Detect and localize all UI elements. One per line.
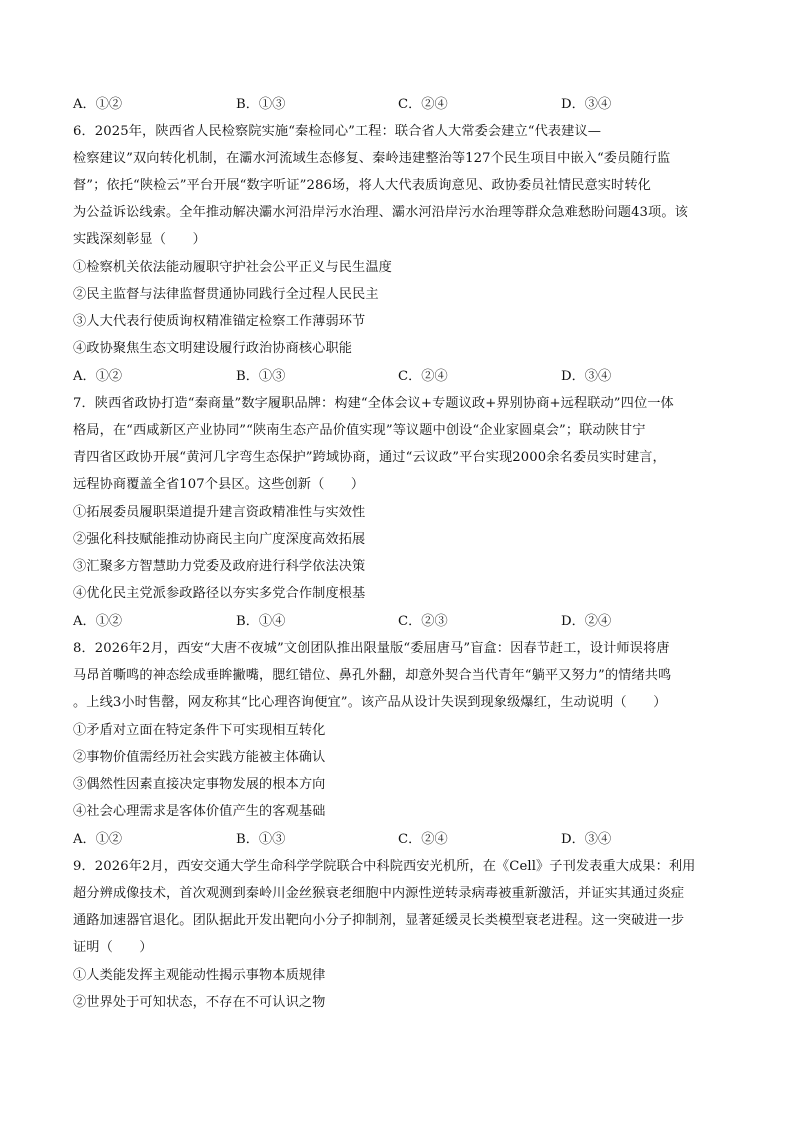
- q7-options: [73, 613, 733, 631]
- q9-stem-line: 超分辨成像技术，首次观测到秦岭川金丝猴衰老细胞中内源性逆转录病毒被重新激活，并证实其通过炎症: [73, 886, 685, 901]
- q9-statement-2: ②世界处于可知状态，不存在不可认识之物: [73, 995, 326, 1010]
- q5-option-d: D．③④: [561, 97, 612, 112]
- q6-stem-line: 实践深刻彰显（ ）: [73, 232, 206, 247]
- q8-stem-line: 8．2026年2月，西安“大唐不夜城”文创团队推出限量版“委屈唐马”盲盒：因春节赶工，设计师误将唐: [73, 641, 670, 656]
- q9-stem-line: 通路加速器官退化。团队据此开发出靶向小分子抑制剂，显著延缓灵长类模型衰老进程。这一突破进一步: [73, 913, 685, 928]
- q6-options: [73, 368, 733, 386]
- q6-stem-line: 为公益诉讼线索。全年推动解决灞水河沿岸污水治理、灞水河沿岸污水治理等群众急难愁盼问题43项。该: [73, 205, 688, 220]
- q6-option-b: B．①③: [236, 369, 286, 384]
- q8-option-b: B．①③: [236, 832, 286, 847]
- q6-stem-line: 督”；依托“陕检云”平台开展“数字听证”286场，将人大代表质询意见、政协委员社情民意实时转化: [73, 178, 651, 193]
- q7-statement-4: ④优化民主党派参政路径以夯实多党合作制度根基: [73, 586, 366, 601]
- q7-stem-line: 格局，在“西咸新区产业协同”“陕南生态产品价值实现”等议题中创设“企业家圆桌会”；联动陕甘宁: [73, 423, 646, 438]
- q9-stem-line: 9．2026年2月，西安交通大学生命科学学院联合中科院西安光机所，在《Cell》子刊发表重大成果：利用: [73, 859, 696, 874]
- q5-option-c: C．②④: [398, 97, 448, 112]
- q7-option-b: B．①④: [236, 614, 286, 629]
- q8-options: [73, 831, 733, 849]
- q6-statement-4: ④政协聚焦生态文明建设履行政治协商核心职能: [73, 341, 353, 356]
- q6-option-c: C．②④: [398, 369, 448, 384]
- q9-stem-line: 证明（ ）: [73, 940, 153, 955]
- q7-stem-line: 青四省区政协开展“黄河几字弯生态保护”跨域协商，通过“云议政”平台实现2000余名委员实时建言，: [73, 450, 666, 465]
- q8-option-a: A．①②: [73, 832, 123, 847]
- q9-statement-1: ①人类能发挥主观能动性揭示事物本质规律: [73, 968, 326, 983]
- q5-option-a: A．①②: [73, 97, 123, 112]
- q8-option-d: D．③④: [561, 832, 612, 847]
- q6-stem-line: 检察建议”双向转化机制，在灞水河流域生态修复、秦岭违建整治等127个民生项目中嵌入“委员随行监: [73, 151, 671, 166]
- q8-statement-2: ②事物价值需经历社会实践方能被主体确认: [73, 750, 326, 765]
- q7-option-c: C．②③: [398, 614, 448, 629]
- q6-stem-line: 6．2025年，陕西省人民检察院实施“秦检同心”工程：联合省人大常委会建立“代表建议—: [73, 124, 602, 139]
- q8-option-c: C．②④: [398, 832, 448, 847]
- q7-statement-3: ③汇聚多方智慧助力党委及政府进行科学依法决策: [73, 559, 366, 574]
- q7-statement-2: ②强化科技赋能推动协商民主向广度深度高效拓展: [73, 532, 366, 547]
- q6-statement-1: ①检察机关依法能动履职守护社会公平正义与民生温度: [73, 260, 392, 275]
- q6-statement-3: ③人大代表行使质询权精准锚定检察工作薄弱环节: [73, 314, 366, 329]
- q7-option-a: A．①②: [73, 614, 123, 629]
- q7-stem-line: 7．陕西省政协打造“秦商量”数字履职品牌：构建“全体会议+专题议政+界别协商+远程联动”四位一体: [73, 396, 674, 411]
- q8-statement-3: ③偶然性因素直接决定事物发展的根本方向: [73, 777, 326, 792]
- q5-options: [73, 96, 733, 114]
- q6-option-a: A．①②: [73, 369, 123, 384]
- q5-option-b: B．①③: [236, 97, 286, 112]
- q7-option-d: D．②④: [561, 614, 612, 629]
- q7-stem-line: 远程协商覆盖全省107个县区。这些创新（ ）: [73, 477, 365, 492]
- q6-option-d: D．③④: [561, 369, 612, 384]
- q8-stem-line: 。上线3小时售罄，网友称其“比心理咨询便宜”。该产品从设计失误到现象级爆红，生动说明（ ）: [73, 695, 667, 710]
- q7-statement-1: ①拓展委员履职渠道提升建言资政精准性与实效性: [73, 505, 366, 520]
- q8-statement-4: ④社会心理需求是客体价值产生的客观基础: [73, 804, 326, 819]
- q8-stem-line: 马昂首嘶鸣的神态绘成垂眸撇嘴，腮红错位、鼻孔外翻，却意外契合当代青年“躺平又努力”的情绪共鸣: [73, 668, 672, 683]
- q6-statement-2: ②民主监督与法律监督贯通协同践行全过程人民民主: [73, 287, 379, 302]
- q8-statement-1: ①矛盾对立面在特定条件下可实现相互转化: [73, 723, 326, 738]
